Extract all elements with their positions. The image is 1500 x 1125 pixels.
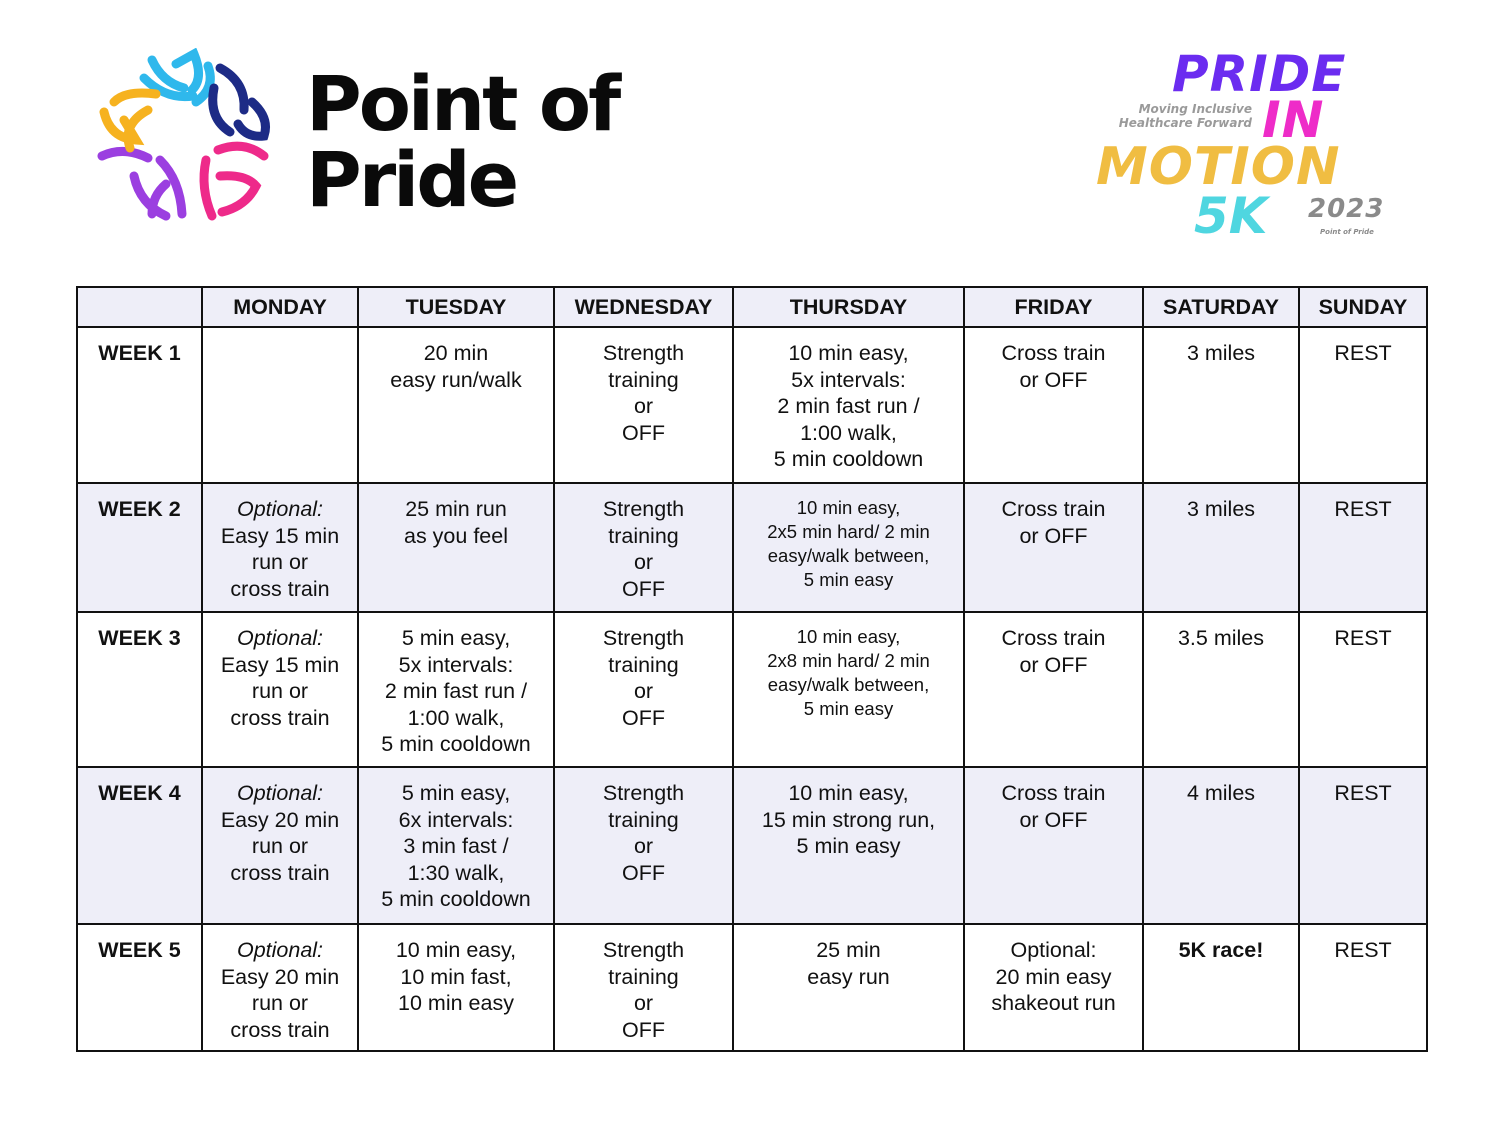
tuesday-cell: [358, 767, 554, 924]
cell-text-line: 5 min cooldown: [773, 447, 924, 471]
cell-text-line: OFF: [622, 576, 665, 601]
cell-text-line: 2x8 min hard/ 2 min: [767, 650, 930, 671]
cell-text-line: Strength: [602, 938, 685, 962]
sunday-cell: [1299, 327, 1427, 483]
cell-text-line: or OFF: [1019, 652, 1088, 677]
cell-text-line: 5 min cooldown: [381, 732, 531, 756]
cell-text-line: cross train: [230, 860, 330, 885]
cell-text-line: run or: [251, 679, 309, 703]
cell-text-line: run or: [251, 550, 309, 574]
header-monday: MONDAY: [202, 287, 358, 327]
optional-label: Optional:: [236, 626, 324, 650]
wednesday-cell: [554, 327, 733, 483]
cell-text-line: Easy 20 min: [220, 807, 340, 832]
tuesday-cell: [358, 612, 554, 767]
cell-text-line: or: [633, 991, 654, 1015]
cell-text-line: training: [608, 807, 679, 832]
cell-text-line: 20 min easy: [995, 964, 1112, 989]
tuesday-cell: [358, 924, 554, 1051]
event-word-in: IN: [1262, 91, 1325, 149]
brand-name-line1: Point of: [306, 59, 619, 148]
cell-text-line: OFF: [622, 860, 665, 885]
cell-text-line: 1:00 walk,: [800, 420, 897, 445]
thursday-cell: [733, 767, 964, 924]
cell-text-line: run or: [251, 991, 309, 1015]
cell-text-line: REST: [1334, 781, 1392, 805]
cell-text-line: Cross train: [1001, 497, 1106, 521]
week-label: WEEK 3: [77, 612, 202, 767]
sunday-cell: [1299, 612, 1427, 767]
cell-text-line: training: [608, 652, 679, 677]
brand-wordmark: [306, 59, 619, 224]
cell-text-line: shakeout run: [991, 991, 1116, 1015]
cell-text-line: 10 min easy,: [788, 341, 909, 365]
week-label: WEEK 5: [77, 924, 202, 1051]
friday-cell: [964, 327, 1143, 483]
event-org-mark: Point of Pride: [1320, 228, 1374, 236]
cell-text-line: Cross train: [1001, 341, 1106, 365]
friday-cell: [964, 612, 1143, 767]
point-of-pride-emblem-icon: [96, 48, 274, 226]
thursday-cell: [733, 483, 964, 612]
cell-text-line: or: [633, 834, 654, 858]
week-label: WEEK 4: [77, 767, 202, 924]
cell-text-line: or OFF: [1019, 367, 1088, 392]
optional-label: Optional:: [236, 497, 324, 521]
cell-text-line: 5 min easy: [796, 834, 901, 858]
cell-text-line: 25 min: [816, 938, 881, 962]
cell-text-line: or: [633, 394, 654, 418]
cell-text-line: Optional:: [1010, 938, 1097, 962]
cell-text-line: 2 min fast run /: [384, 679, 528, 703]
table-row: [77, 924, 1427, 1051]
cell-text-line: 6x intervals:: [398, 807, 514, 832]
cell-text-line: Cross train: [1001, 626, 1106, 650]
table-row: [77, 483, 1427, 612]
saturday-cell: [1143, 767, 1299, 924]
cell-text-line: 15 min strong run,: [761, 807, 936, 832]
event-tagline-line2: Healthcare Forward: [1118, 116, 1252, 130]
sunday-cell: [1299, 767, 1427, 924]
cell-text-line: 5x intervals:: [791, 367, 906, 392]
thursday-cell: [733, 612, 964, 767]
event-word-motion: MOTION: [1096, 137, 1341, 197]
pride-in-motion-logo: [1062, 45, 1412, 245]
cell-text-line: 3 miles: [1186, 497, 1256, 521]
cell-text-line: 4 miles: [1186, 781, 1256, 805]
cell-text-line: 10 min easy: [398, 991, 514, 1015]
cell-text-line: 20 min: [423, 341, 489, 365]
cell-text-line: 3 miles: [1186, 341, 1256, 365]
training-plan-table: [76, 286, 1428, 1052]
sunday-cell: [1299, 924, 1427, 1051]
cell-text-line: 5 min cooldown: [381, 887, 531, 911]
cell-text-line: training: [608, 964, 679, 989]
cell-text-line: Easy 20 min: [220, 964, 340, 989]
cell-text-line: 10 min easy,: [796, 497, 901, 518]
cell-text-line: Strength: [602, 341, 685, 365]
cell-text-line: OFF: [622, 705, 665, 730]
cell-text-line: run or: [251, 834, 309, 858]
cell-text-line: Easy 15 min: [220, 523, 340, 548]
cell-text-line: OFF: [622, 1017, 665, 1042]
cell-text-line: 3 min fast /: [403, 834, 509, 858]
cell-text-line: or: [633, 550, 654, 574]
cell-text-line: 2x5 min hard/ 2 min: [767, 521, 930, 542]
cell-text-line: Easy 15 min: [220, 652, 340, 677]
monday-cell: [202, 924, 358, 1051]
cell-text-line: 5 min easy: [803, 698, 894, 719]
cell-text-line: 10 min easy,: [395, 938, 517, 962]
wednesday-cell: [554, 767, 733, 924]
cell-text-line: Cross train: [1001, 781, 1106, 805]
cell-text-line: or OFF: [1019, 523, 1088, 548]
cell-text-line: easy run/walk: [390, 367, 522, 392]
cell-text-line: REST: [1334, 497, 1392, 521]
cell-text-line: 25 min run: [405, 497, 507, 521]
cell-text-line: REST: [1334, 626, 1392, 650]
table-body: [77, 327, 1427, 1051]
cell-text-line: or OFF: [1019, 807, 1088, 832]
cell-text-line: REST: [1334, 341, 1392, 365]
brand-name-line2: Pride: [306, 135, 517, 224]
cell-text-line: 5K race!: [1178, 938, 1264, 962]
cell-text-line: OFF: [622, 420, 665, 445]
tuesday-cell: [358, 483, 554, 612]
cell-text-line: cross train: [230, 576, 330, 601]
thursday-cell: [733, 327, 964, 483]
cell-text-line: Strength: [602, 781, 685, 805]
header-saturday: SATURDAY: [1143, 287, 1299, 327]
saturday-cell: [1143, 924, 1299, 1051]
monday-cell: [202, 612, 358, 767]
cell-text-line: REST: [1334, 938, 1392, 962]
header-friday: FRIDAY: [964, 287, 1143, 327]
cell-text-line: 5 min easy,: [401, 781, 511, 805]
monday-cell: [202, 483, 358, 612]
event-tagline: [1066, 102, 1252, 130]
cell-text-line: Strength: [602, 626, 685, 650]
cell-text-line: 10 min fast,: [400, 964, 512, 989]
tuesday-cell: [358, 327, 554, 483]
sunday-cell: [1299, 483, 1427, 612]
cell-text-line: 1:30 walk,: [407, 860, 505, 885]
cell-text-line: cross train: [230, 1017, 330, 1042]
friday-cell: [964, 924, 1143, 1051]
friday-cell: [964, 767, 1143, 924]
wednesday-cell: [554, 924, 733, 1051]
header-corner: [77, 287, 202, 327]
event-year: 2023: [1308, 194, 1385, 224]
header-sunday: SUNDAY: [1299, 287, 1427, 327]
saturday-cell: [1143, 327, 1299, 483]
optional-label: Optional:: [236, 781, 324, 805]
cell-text-line: 1:00 walk,: [407, 705, 505, 730]
header-tuesday: TUESDAY: [358, 287, 554, 327]
cell-text-line: 5 min easy,: [401, 626, 511, 650]
header-wednesday: WEDNESDAY: [554, 287, 733, 327]
optional-label: Optional:: [236, 938, 324, 962]
cell-text-line: 2 min fast run /: [777, 394, 920, 418]
table-row: [77, 612, 1427, 767]
cell-text-line: as you feel: [404, 523, 508, 548]
saturday-cell: [1143, 483, 1299, 612]
cell-text-line: 3.5 miles: [1177, 626, 1265, 650]
cell-text-line: 10 min easy,: [796, 626, 901, 647]
wednesday-cell: [554, 612, 733, 767]
cell-text-line: Strength: [602, 497, 685, 521]
cell-text-line: or: [633, 679, 654, 703]
event-tagline-line1: Moving Inclusive: [1138, 102, 1252, 116]
saturday-cell: [1143, 612, 1299, 767]
wednesday-cell: [554, 483, 733, 612]
table-row: [77, 767, 1427, 924]
week-label: WEEK 1: [77, 327, 202, 483]
cell-text-line: 10 min easy,: [788, 781, 909, 805]
header-thursday: THURSDAY: [733, 287, 964, 327]
cell-text-line: easy/walk between,: [767, 545, 930, 566]
thursday-cell: [733, 924, 964, 1051]
cell-text-line: cross train: [230, 705, 330, 730]
table-header-row: [77, 287, 1427, 327]
event-word-pride: PRIDE: [1172, 45, 1347, 103]
cell-text-line: easy/walk between,: [767, 674, 930, 695]
cell-text-line: 5 min easy: [803, 569, 894, 590]
event-word-5k: 5K: [1194, 187, 1268, 245]
monday-cell: [202, 327, 358, 483]
monday-cell: [202, 767, 358, 924]
table-row: [77, 327, 1427, 483]
week-label: WEEK 2: [77, 483, 202, 612]
cell-text-line: easy run: [807, 964, 890, 989]
friday-cell: [964, 483, 1143, 612]
cell-text-line: training: [608, 367, 679, 392]
cell-text-line: training: [608, 523, 679, 548]
cell-text-line: 5x intervals:: [398, 652, 514, 677]
